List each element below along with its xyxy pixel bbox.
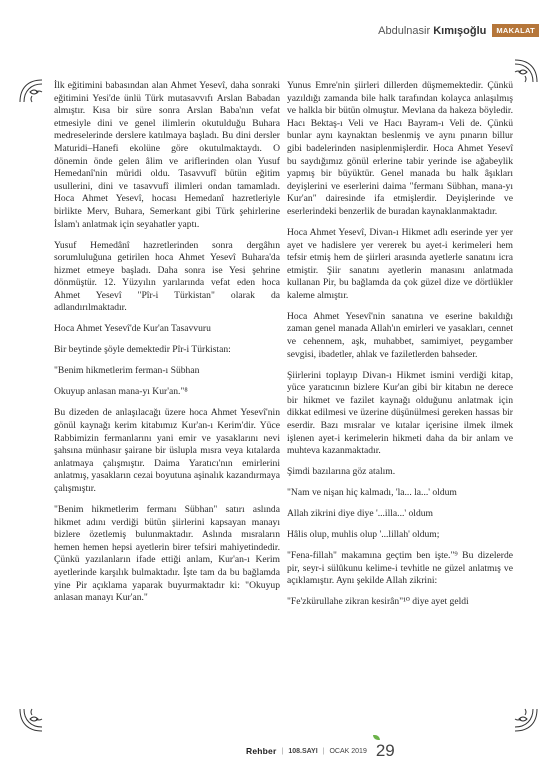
paragraph: "Benim hikmetlerim fermanı Sübhan" satırı aslında hikmet adını verdiği bütün şiirlerini kapsayan manayı bizlere özetlemiş bulunmaktadır. Aslında mısraların hemen hemen hepsi ayetlerin birer tefsiri mahiyetindedir. Çünkü yazılanların ifade ettiği anlam, Kur'an-ı Kerim ayetlerinde karşılık bulmaktadır. İşte tam da bu bağlamda yine Pir açıklama yaparak buyurmaktadır ki: "Okuyup anlasan manayı Kur'an." [54,503,280,604]
corner-ornament-icon [18,707,44,733]
author-last-name: Kımışoğlu [433,24,487,37]
page-number [376,741,395,761]
issue-number: 108.SAYI [288,747,318,755]
corner-ornament-icon [513,707,539,733]
paragraph: Yusuf Hemedânî hazretlerinden sonra dergâhın sorumluluğuna getirilen hoca Ahmet Yesevî Buhara'da hizmet etmeye başladı. Daha sonra ise Yesi şehrine dönmüştür. 12. Yüzyılın yarılarında vefat eden hoca Ahmet Yesevî "Pîr-i Türkistan" olarak da adlandırılmaktadır. [54,239,280,314]
section-badge: MAKALAT [492,24,539,37]
issue-date: OCAK 2019 [329,747,367,755]
page-footer [246,741,395,761]
verse-line: "Nam ve nişan hiç kalmadı, 'la... la...' oldum [287,487,457,499]
divider: | [322,747,325,755]
paragraph: Bu dizeden de anlaşılacağı üzere hoca Ahmet Yesevî'nin gönül kaynağı kerim kitabımız Kur'an-ı Kerim'dir. Yüce Rabbimizin fermanlarını yani emir ve yasaklarını nevi şahsına münhasır şairane bir üslupla mısra veya kıtalarda anlatmaya çalışmıştır. Daima Yaratıcı'nın emirlerini anlatmış, yasakların cezai boyutuna aşinalık kazandırmaya çalışmıştır. [54,407,280,494]
page-number-value: 29 [375,741,395,760]
paragraph: "Fena-fillah" makamına geçtim ben işte."⁹ Bu dizelerde pir, seyr-i sülûkunu kelime-i tevhitle ne güzel anlatmış ve açıklamıştır. Aynı şekilde Allah zikrini: [287,550,513,587]
author-name [378,25,486,37]
article-column-right [287,80,513,617]
corner-ornament-icon [18,78,44,104]
divider: | [281,747,284,755]
verse-line: Allah zikrini diye diye '...illa...' oldum [287,508,434,520]
corner-ornament-icon [513,58,539,84]
article-column-left [54,80,280,613]
paragraph: Hoca Ahmet Yesevî'nin sanatına ve eserine bakıldığı zaman genel manada Allah'ın emirleri ve yasakları, cennet ve cehennem, aşk, muhabbet, samimiyet, peygamber sevgisi, ibadetler, ahlak ve faziletlerden bahseder. [287,310,513,360]
paragraph: İlk eğitimini babasından alan Ahmet Yesevî, daha sonraki eğitimini Yesi'de ünlü Türk mutasavvıfı Arslan Babadan almıştır. Kısa bir süre sonra Arslan Baba'nın vefat etmesiyle dini ve genel ilimlerin okutulduğu Buhara medreselerinde derslere katılmaya başladı. Bu dini dersler Maturidi–Hanefi ekolüne göre okutulmaktaydı. O dönemin önde gelen âlim ve ariflerinden olan Yusuf Hemedanî'nin müridi oldu. Tasavvufî bütün eğitim usullerini, dini ve tasavvufî ilimleri ondan tamamladı. Hoca Ahmet Yesevî, hocası Hemedanî hazretleriyle birlikte Merv, Buhara, Semerkant gibi Türk şehirlerine İslam'ı anlatmak için seyahatler yaptı. [54,80,280,230]
leaf-icon [373,735,380,740]
verse-line: Hâlis olup, muhlis olup '...lillah' oldum; [287,529,440,541]
paragraph: "Fe'zkürullahe zikran kesirân"¹⁰ diye ayet geldi [287,596,469,608]
paragraph: Bir beytinde şöyle demektedir Pîr-i Türkistan: [54,344,231,356]
verse-line: "Benim hikmetlerim ferman-ı Sübhan [54,365,200,377]
subheading: Hoca Ahmet Yesevî'de Kur'an Tasavvuru [54,323,211,335]
paragraph: Şimdi bazılarına göz atalım. [287,466,396,478]
page-header [378,24,539,37]
verse-line: Okuyup anlasan mana-yı Kur'an."⁸ [54,386,188,398]
paragraph: Hoca Ahmet Yesevî, Divan-ı Hikmet adlı eserinde yer yer ayet ve hadislere yer vererek bu ayet-i kerimeleri hem tefsir etmiş hem de şiirleri arasında ayetlerle sanatını icra etmiştir. Şiir sanatını ayetlerin manasını anlatmada kullanan Pir, bu bağlamda da çok güzel dize ve dörtlükler kaleme almıştır. [287,226,513,301]
paragraph: Yunus Emre'nin şiirleri dillerden düşmemektedir. Çünkü yazıldığı zamanda bile halk tarafından kolayca anlaşılmış ve halkla bir bütün olmuştur. Mevlana da hakeza böyledir. Hacı Bektaş-ı Veli ve Hacı Bayram-ı Veli de. Çünkü bunlar aynı kaynaktan beslenmiş ve aynı pınarın billur gibi badelerinden nasiplenmişlerdir. Hoca Ahmet Yesevî bu saydığımız gönül erlerine tabir yerinde ise ağabeylik yapmış bir büyüktür. Genel manada bu halk âşıkları deyişlerini ve eserlerini daima "fermanı Sübhan, mana-yı Kur'an" dairesinde ifa etmişlerdir. Deyişlerinde ve eserlerindeki benzerlik de buradan kaynaklanmaktadır. [287,80,513,217]
magazine-logo: Rehber [246,746,277,756]
author-first-name: Abdulnasir [378,24,431,37]
paragraph: Şiirlerini toplayıp Divan-ı Hikmet ismini verdiği kitap, yüce yaratıcının bizlere Kur'an gibi bir kitabın ne derece bir hikmet ve fazilet kaynağı olduğunu anlatmak için dikkat edilmesi ve üzerine düşünülmesi gereken hassas bir eserdir. Bazı mısralar ve kıtalar içerisine ilmek ilmek işlenen ayet-i kerimelerin hikmeti daha da bir anlam ve muhteva kazanmaktadır. [287,369,513,457]
